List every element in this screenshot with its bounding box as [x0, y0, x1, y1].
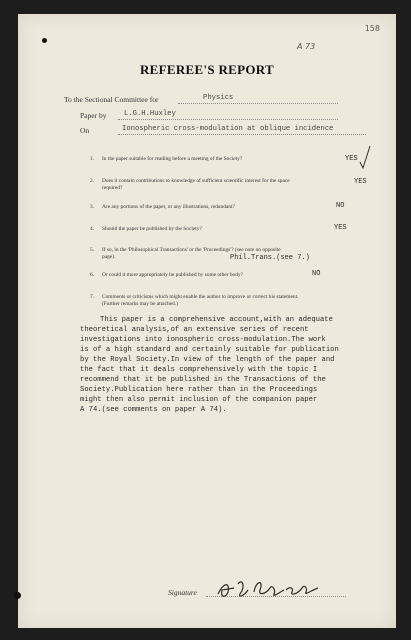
comments-line-1: This paper is a comprehensive account,with an adequate	[100, 316, 333, 324]
question-1-answer: YES	[345, 155, 358, 163]
question-3-answer: NO	[336, 202, 345, 210]
question-6-number: 6.	[90, 272, 95, 278]
question-5-text-cont: page).	[102, 254, 116, 260]
question-7-text: Comments or criticisms which might enable the author to improve or correct his statement.	[102, 294, 299, 300]
comments-line-4: is of a high standard and certainly suitable for publication	[80, 346, 339, 354]
on-label: On	[80, 126, 90, 135]
question-7-text-cont: (Further remarks may be attached.)	[102, 301, 178, 307]
comments-line-5: by the Royal Society.In view of the length of the paper and	[80, 356, 335, 364]
committee-line	[178, 103, 338, 104]
question-1-text: In the paper suitable for reading before a meeting of the Society?	[102, 156, 243, 162]
comments-line-3: investigations into ionospheric cross-modulation.The work	[80, 336, 326, 344]
question-6-answer: NO	[312, 270, 321, 278]
question-5-number: 5.	[90, 247, 95, 253]
report-title: REFEREE'S REPORT	[139, 62, 274, 77]
page-number-annotation: 158	[364, 24, 380, 33]
punch-hole-top	[42, 38, 47, 43]
on-line	[118, 134, 366, 135]
question-5-answer: Phil.Trans.(see 7.)	[230, 254, 310, 262]
question-2-number: 2.	[90, 178, 95, 184]
question-7-number: 7.	[90, 294, 95, 300]
question-1-number: 1.	[90, 156, 95, 162]
on-value: Ionospheric cross-modulation at oblique incidence	[122, 125, 334, 133]
question-2-answer: YES	[354, 178, 367, 186]
reference-code-annotation: A 73	[297, 42, 316, 51]
question-4-answer: YES	[334, 224, 347, 232]
check-mark-annotation	[358, 144, 372, 170]
handwritten-signature	[214, 576, 324, 602]
question-4-number: 4.	[90, 226, 95, 232]
comments-line-7: recommend that it be published in the Transactions of the	[80, 376, 326, 384]
paper-by-label: Paper by	[80, 111, 107, 120]
comments-line-6: the fact that it deals comprehensively with the topic I	[80, 366, 318, 374]
paper-by-value: L.G.H.Huxley	[124, 110, 176, 118]
question-5-text: If so, in the 'Philosophical Transactions' or the 'Proceedings'? (see note on opposite	[102, 247, 281, 253]
committee-value: Physics	[203, 94, 234, 102]
question-4-text: Should the paper be published by the Society?	[102, 226, 202, 232]
comments-line-9: might then also permit inclusion of the companion paper	[80, 396, 318, 404]
signature-label: Signature	[168, 588, 197, 597]
question-2-text-cont: required?	[102, 185, 123, 191]
punch-hole-bottom	[14, 592, 21, 599]
question-6-text: Or could it more appropriately be published by some other body?	[102, 272, 244, 278]
comments-line-8: Society.Publication here rather than in the Proceedings	[80, 386, 318, 394]
paper-by-line	[118, 119, 338, 120]
question-2-text: Does it contain contributions to knowledge of sufficient scientific interest for the space	[102, 178, 290, 184]
question-3-number: 3.	[90, 204, 95, 210]
question-3-text: Are any portions of the paper, or any illustrations, redundant?	[102, 204, 235, 210]
report-sheet	[18, 14, 396, 628]
comments-line-10: A 74.(see comments on paper A 74).	[80, 406, 227, 414]
committee-label: To the Sectional Committee for	[64, 95, 159, 104]
comments-line-2: theoretical analysis,of an extensive series of recent	[80, 326, 309, 334]
